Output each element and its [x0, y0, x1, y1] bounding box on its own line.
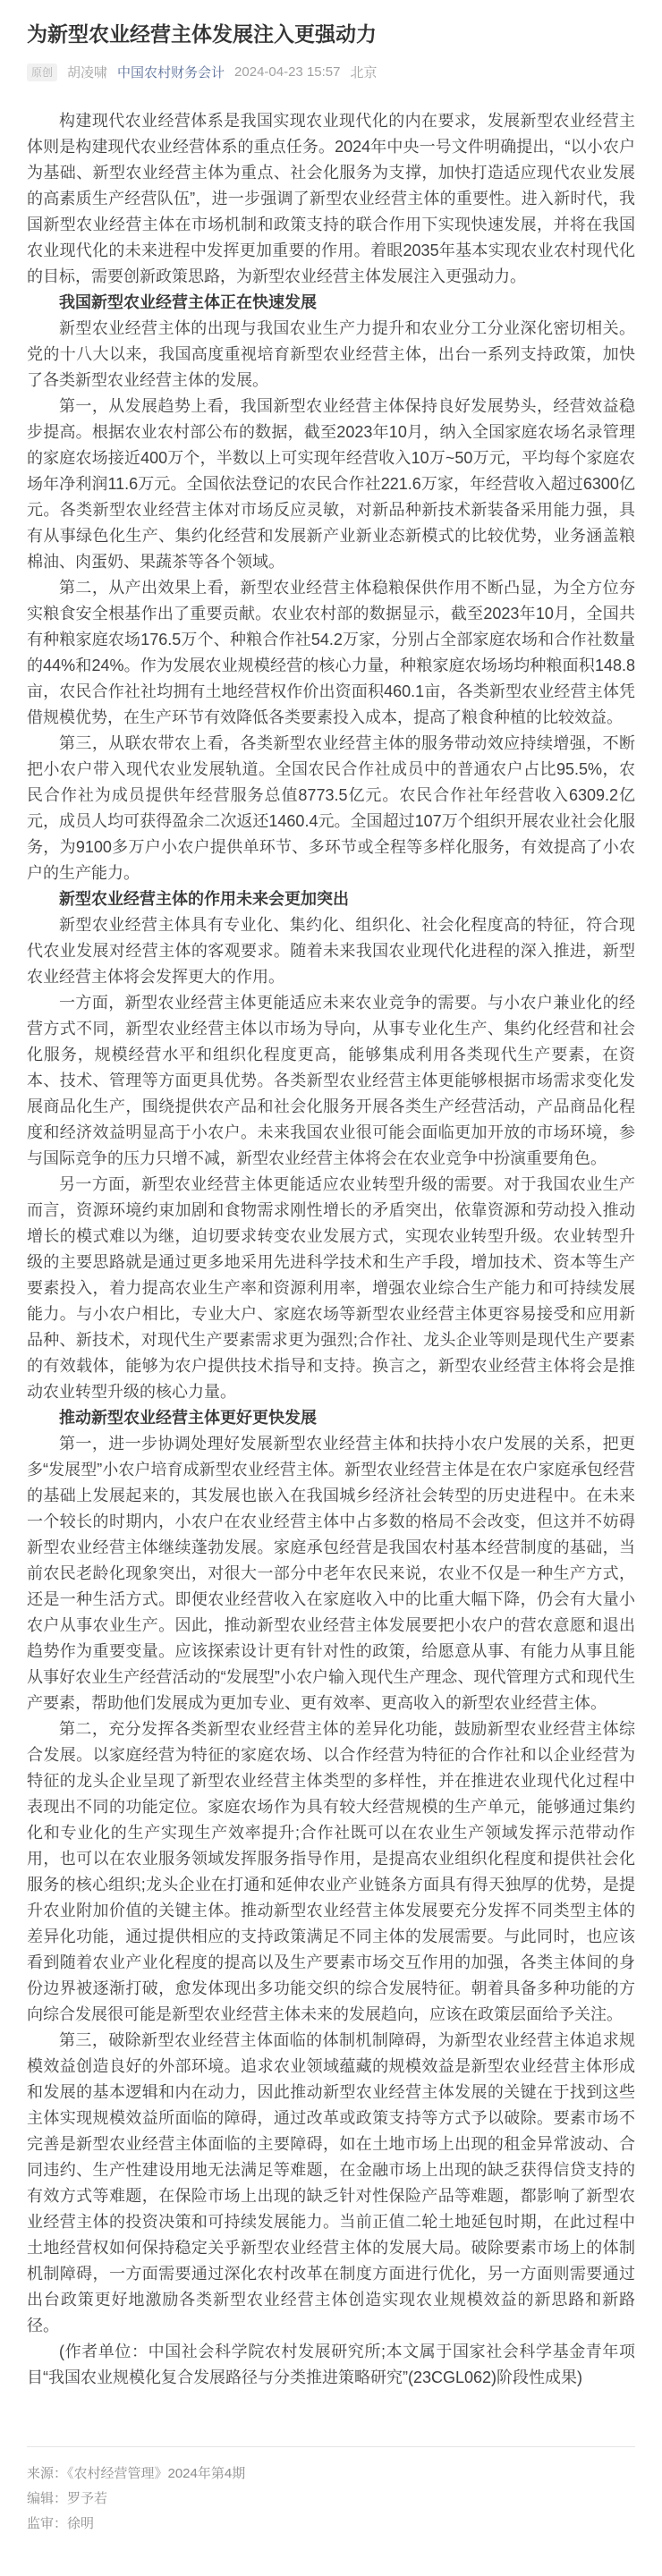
- section-heading: 新型农业经营主体的作用未来会更加突出: [59, 890, 349, 909]
- paragraph: 新型农业经营主体具有专业化、集约化、组织化、社会化程度高的特征，符合现代农业发展对经营主体的客观要求。随着未来我国农业现代化进程的深入推进，新型农业经营主体将会发挥更大的作用。: [27, 916, 635, 987]
- account-name-link[interactable]: 中国农村财务会计: [117, 65, 225, 81]
- paragraph: 第三，破除新型农业经营主体面临的体制机制障碍，为新型农业经营主体追求规模效益创造良好的外部环境。追求农业领域蕴藏的规模效益是新型农业经营主体形成和发展的基本逻辑和内在动力，因此推动新型农业经营主体发展的关键在于找到这些主体实现规模效益所面临的障碍，通过改革或政策支持等方式予以破除。要素市场不完善是新型农业经营主体面临的主要障碍，如在土地市场上出现的租金异常波动、合同违约、生产性建设用地无法满足等难题，在金融市场上出现的缺乏获得信贷支持的有效方式等难题，在保险市场上出现的缺乏针对性保险产品等难题，都影响了新型农业经营主体的投资决策和可持续发展能力。当前正值二轮土地延包时期，在此过程中土地经营权如何保持稳定关乎新型农业经营主体的发展大局。破除要素市场上的体制机制障碍，一方面需要通过深化农村改革在制度方面进行优化，另一方面则需要通过出台政策更好地激励各类新型农业经营主体创造实现农业规模效益的新思路和新路径。: [27, 2031, 635, 2335]
- section-heading: 我国新型农业经营主体正在快速发展: [59, 293, 317, 312]
- paragraph: 第二，充分发挥各类新型农业经营主体的差异化功能，鼓励新型农业经营主体综合发展。以家庭经营为特征的家庭农场、以合作经营为特征的合作社和以企业经营为特征的龙头企业呈现了新型农业经营主体类型的多样性，并在推进农业现代化过程中表现出不同的功能定位。家庭农场作为具有较大经营规模的生产单元，能够通过集约化和专业化的生产实现生产效率提升;合作社既可以在农业生产领域发挥示范带动作用，也可以在农业服务领域发挥服务指导作用，是提高农业组织化程度和提供社会化服务的核心组织;龙头企业在打通和延伸农业产业链条方面具有得天独厚的优势，是提升农业附加价值的关键主体。推动新型农业经营主体发展要充分发挥不同类型主体的差异化功能，通过提供相应的支持政策满足不同主体的发展需要。与此同时，也应该看到随着农业产业化程度的提高以及生产要素市场交互作用的加强，各类主体间的身份边界被逐渐打破，愈发体现出多功能交织的综合发展特征。朝着具备多种功能的方向综合发展很可能是新型农业经营主体未来的发展趋向，应该在政策层面给予关注。: [27, 1720, 635, 2024]
- paragraph: 一方面，新型农业经营主体更能适应未来农业竞争的需要。与小农户兼业化的经营方式不同，新型农业经营主体以市场为导向，从事专业化生产、集约化经营和社会化服务，规模经营水平和组织化程度更高，能够集成利用各类现代生产要素，在资本、技术、管理等方面更具优势。各类新型农业经营主体更能够根据市场需求变化发展商品化生产，围绕提供农产品和社会化服务开展各类生产经营活动，产品商品化程度和经济效益明显高于小农户。未来我国农业很可能会面临更加开放的市场环境，参与国际竞争的压力只增不减，新型农业经营主体将会在农业竞争中扮演重要角色。: [27, 994, 635, 1168]
- author-name: 胡凌啸: [67, 65, 108, 81]
- paragraph: 第一，从发展趋势上看，我国新型农业经营主体保持良好发展势头，经营效益稳步提高。根据农业农村部公布的数据，截至2023年10月，纳入全国家庭农场名录管理的家庭农场接近400万个，半数以上可实现年经营收入10万~50万元，平均每个家庭农场年净利润11.6万元。全国依法登记的农民合作社221.6万家，年经营收入超过6300亿元。各类新型农业经营主体对市场反应灵敏，对新品种新技术新装备采用能力强，具有从事绿色化生产、集约化经营和发展新产业新业态新模式的比较优势，业务涵盖粮棉油、肉蛋奶、果蔬茶等各个领域。: [27, 397, 635, 572]
- article-footer: [27, 2446, 635, 2537]
- article-title: 为新型农业经营主体发展注入更强动力: [27, 22, 377, 46]
- footer-credit-line: 监审：徐明: [27, 2516, 95, 2532]
- paragraph: (作者单位：中国社会科学院农村发展研究所;本文属于国家社会科学基金青年项目“我国农业规模化复合发展路径与分类推进策略研究”(23CGL062)阶段性成果): [27, 2343, 635, 2387]
- paragraph: 另一方面，新型农业经营主体更能适应农业转型升级的需要。对于我国农业生产而言，资源环境约束加剧和食物需求刚性增长的矛盾突出，依靠资源和劳动投入推动增长的模式难以为继，迫切要求转变农业发展方式，实现农业转型升级。农业转型升级的主要思路就是通过更多地采用先进科学技术和生产手段，增加技术、资本等生产要素投入，着力提高农业生产率和资源利用率，增强农业综合生产能力和可持续发展能力。与小农户相比，专业大户、家庭农场等新型农业经营主体更容易接受和应用新品种、新技术，对现代生产要素需求更为强烈;合作社、龙头企业等则是现代生产要素的有效载体，能够为农户提供技术指导和支持。换言之，新型农业经营主体将会是推动农业转型升级的核心力量。: [27, 1175, 635, 1402]
- paragraph: 第一，进一步协调处理好发展新型农业经营主体和扶持小农户发展的关系，把更多“发展型”小农户培育成新型农业经营主体。新型农业经营主体是在农户家庭承包经营的基础上发展起来的，其发展也嵌入在我国城乡经济社会转型的历史进程中。在未来一个较长的时期内，小农户在农业经营主体中占多数的格局不会改变，但这并不妨碍新型农业经营主体继续蓬勃发展。家庭承包经营是我国农村基本经营制度的基础，当前农民老龄化现象突出，对很大一部分中老年农民来说，农业不仅是一种生产方式，还是一种生活方式。即便农业经营收入在家庭收入中的比重大幅下降，仍会有大量小农户从事农业生产。因此，推动新型农业经营主体发展要把小农户的营农意愿和退出趋势作为重要变量。应该探索设计更有针对性的政策，给愿意从事、有能力从事且能从事好农业生产经营活动的“发展型”小农户输入现代生产理念、现代管理方式和现代生产要素，帮助他们发展成为更加专业、更有效率、更高收入的新型农业经营主体。: [27, 1435, 635, 1713]
- article-content: [27, 108, 635, 2391]
- byline: [27, 63, 635, 81]
- section-heading: 推动新型农业经营主体更好更快发展: [59, 1409, 317, 1428]
- paragraph: 第二，从产出效果上看，新型农业经营主体稳粮保供作用不断凸显，为全方位夯实粮食安全根基作出了重要贡献。农业农村部的数据显示，截至2023年10月，全国共有种粮家庭农场176.5万个、种粮合作社54.2万家，分别占全部家庭农场和合作社数量的44%和24%。作为发展农业规模经营的核心力量，种粮家庭农场场均种粮面积148.8亩，农民合作社社均拥有土地经营权作价出资面积460.1亩，各类新型农业经营主体凭借规模优势，在生产环节有效降低各类要素投入成本，提高了粮食种植的比较效益。: [27, 579, 635, 727]
- original-badge: 原创: [27, 64, 57, 81]
- paragraph: 第三，从联农带农上看，各类新型农业经营主体的服务带动效应持续增强，不断把小农户带入现代农业发展轨道。全国农民合作社成员中的普通农户占比95.5%，农民合作社为成员提供年经营服务总值8773.5亿元。农民合作社年经营收入6309.2亿元，成员人均可获得盈余二次返还1460.4元。全国超过107万个组织开展农业社会化服务，为9100多万户小农户提供单环节、多环节或全程等多样化服务，有效提高了小农户的生产能力。: [27, 734, 635, 883]
- paragraph: 新型农业经营主体的出现与我国农业生产力提升和农业分工分业深化密切相关。党的十八大以来，我国高度重视培育新型农业经营主体，出台一系列支持政策，加快了各类新型农业经营主体的发展。: [27, 319, 635, 390]
- paragraph: 构建现代农业经营体系是我国实现农业现代化的内在要求，发展新型农业经营主体则是构建现代农业经营体系的重点任务。2024年中央一号文件明确提出，“以小农户为基础、新型农业经营主体为重点、社会化服务为支撑，加快打造适应现代农业发展的高素质生产经营队伍”，进一步强调了新型农业经营主体的重要性。进入新时代，我国新型农业经营主体在市场机制和政策支持的联合作用下实现快速发展，并将在我国农业现代化的未来进程中发挥更加重要的作用。着眼2035年基本实现农业农村现代化的目标，需要创新政策思路，为新型农业经营主体发展注入更强动力。: [27, 112, 635, 286]
- footer-credit-line: 编辑：罗予若: [27, 2491, 108, 2507]
- publish-location: 北京: [350, 65, 378, 81]
- footer-credit-line: 来源：《农村经营管理》2024年第4期: [27, 2466, 246, 2482]
- publish-datetime: 2024-04-23 15:57: [234, 64, 341, 80]
